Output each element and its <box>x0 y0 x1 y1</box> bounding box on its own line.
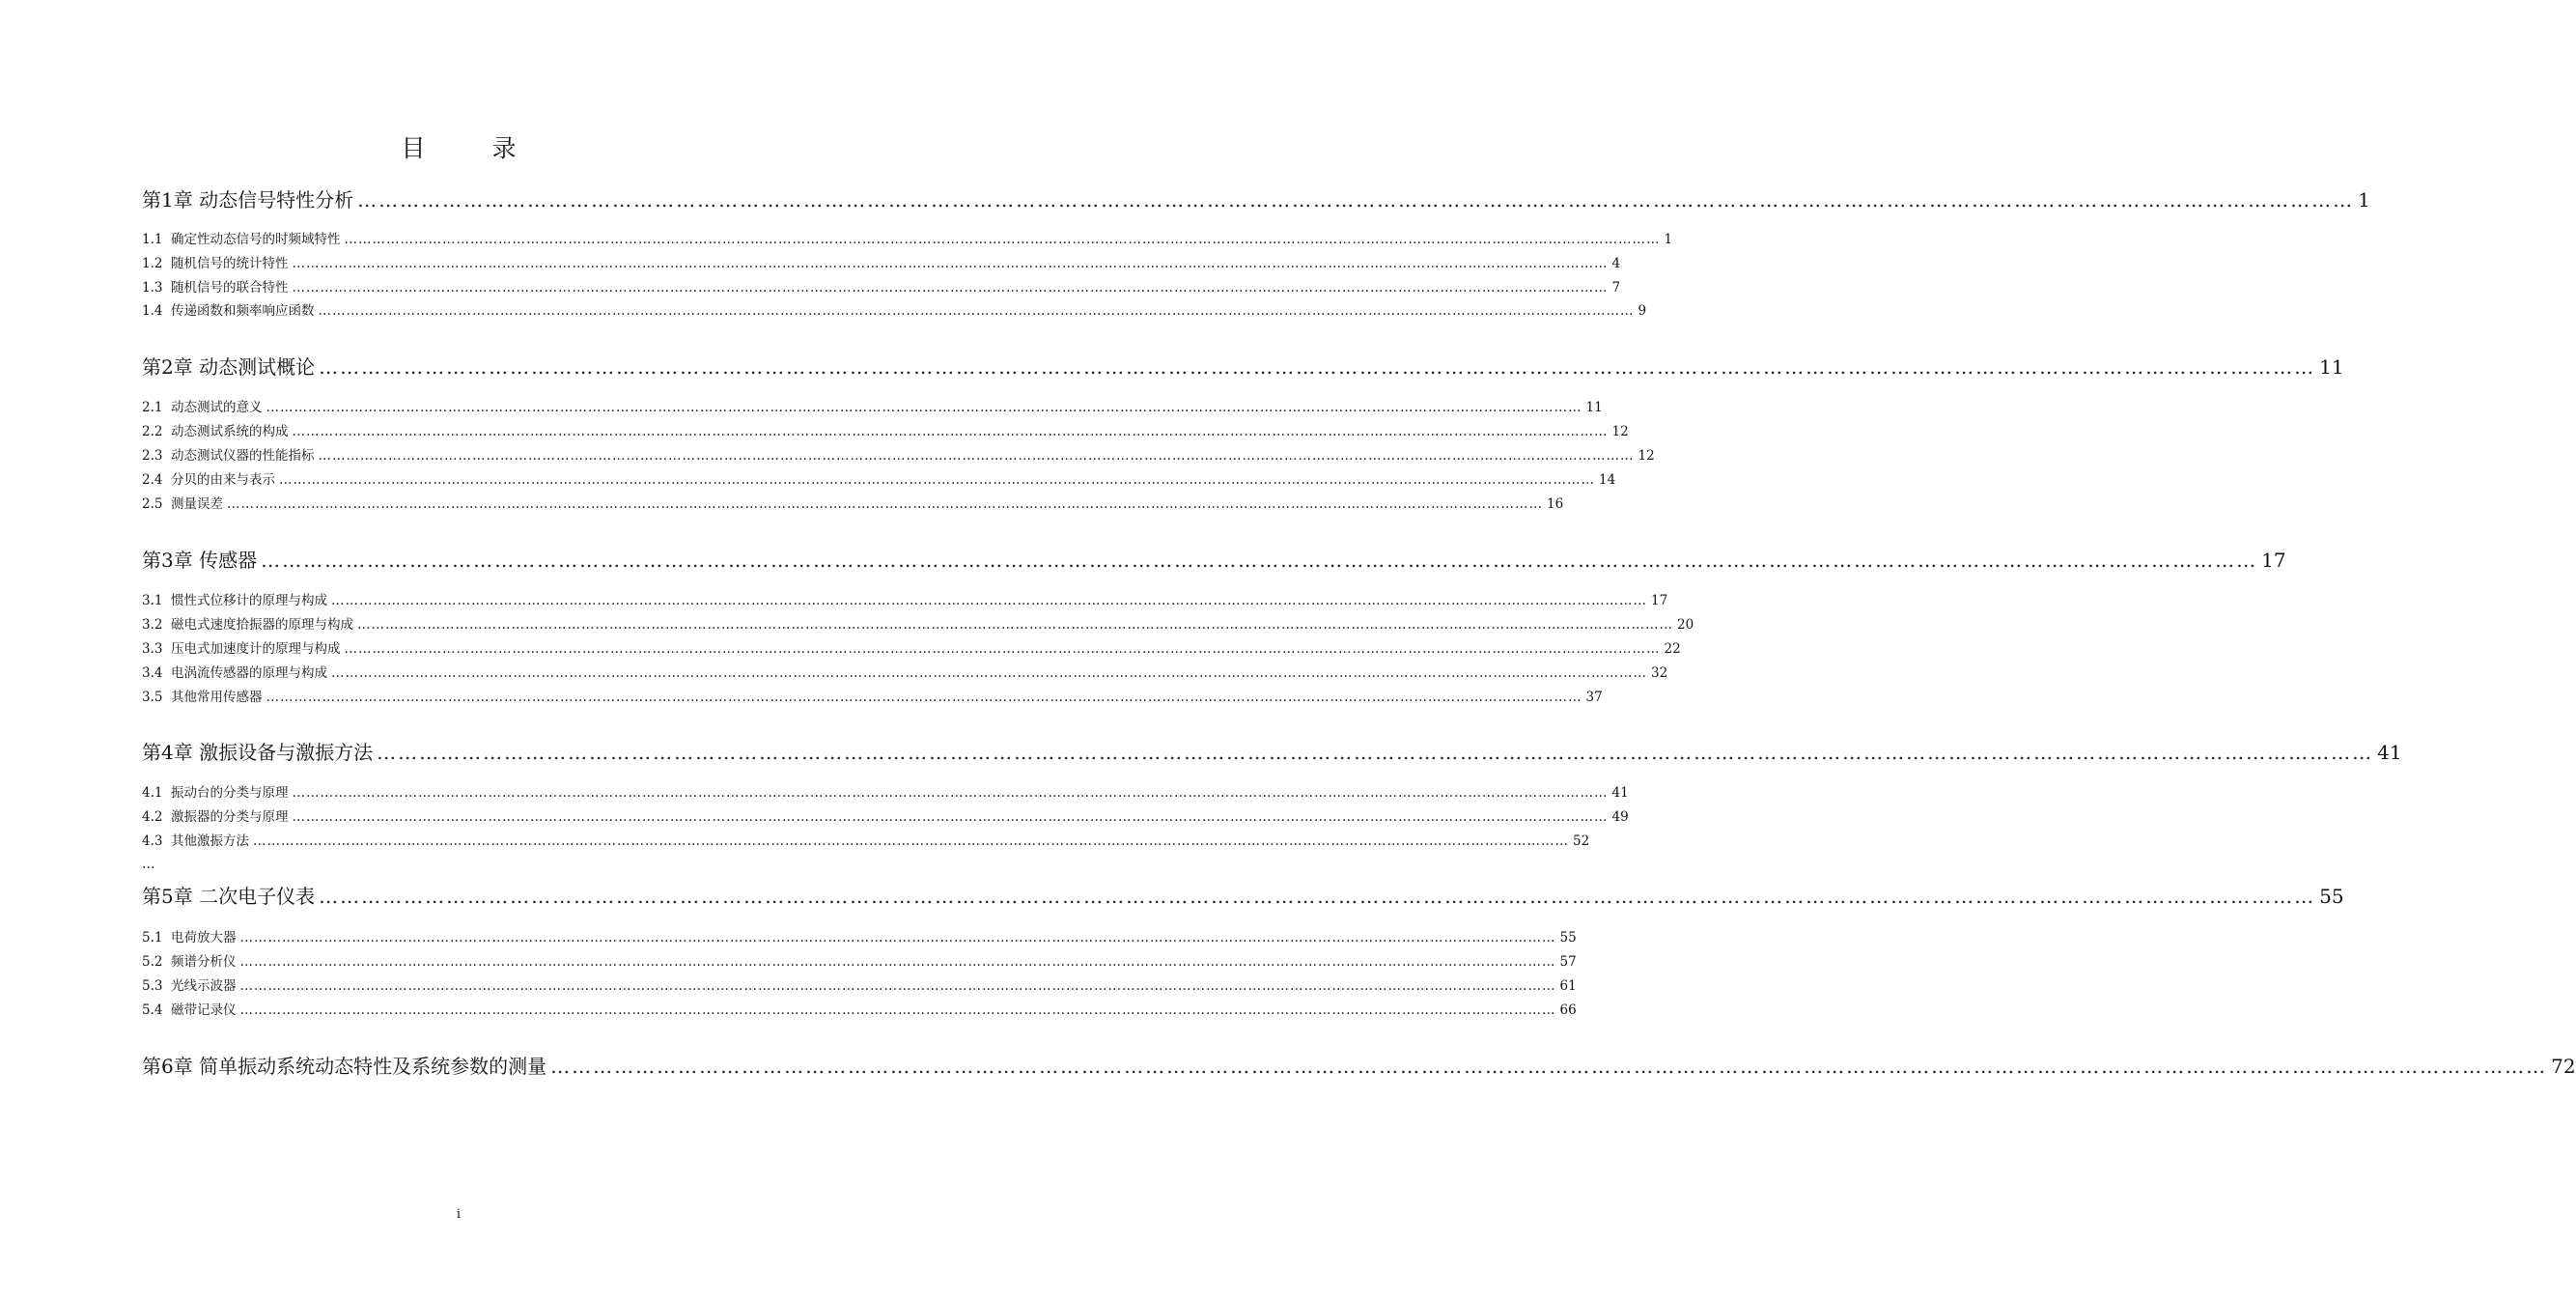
toc-chapter-4[interactable] <box>142 738 2402 767</box>
dot-leader: ………………………………………………………………………………………………………………………………………………………………………………………………………………………………………………………… <box>344 232 1661 247</box>
dot-leader: ………………………………………………………………………………………………………………………………………………………………………………………………………………………………………………………… <box>239 954 1556 970</box>
section-page: 17 <box>1651 593 1668 608</box>
section-title: 频谱分析仪 <box>171 954 237 970</box>
section-number: 5.4 <box>142 1002 163 1018</box>
continuation-ellipsis: … <box>142 857 155 872</box>
dot-leader: ………………………………………………………………………………………………………………………………………………………………………………………………………………………………………………………… <box>261 549 2258 572</box>
dot-leader: ………………………………………………………………………………………………………………………………………………………………………………………………………………………………………………………… <box>318 303 1635 319</box>
section-title: 其他常用传感器 <box>171 690 263 705</box>
toc-chapter-3[interactable] <box>142 546 2286 575</box>
toc-section-4-3[interactable] <box>142 832 1590 851</box>
section-page: 11 <box>1585 400 1603 415</box>
section-title: 其他激振方法 <box>171 833 249 849</box>
toc-section-3-5[interactable] <box>142 688 1603 707</box>
section-number: 3.1 <box>142 593 163 608</box>
dot-leader: ………………………………………………………………………………………………………………………………………………………………………………………………………………………………………………………… <box>357 617 1673 633</box>
toc-section-3-3[interactable] <box>142 639 1681 659</box>
section-number: 3.5 <box>142 690 163 705</box>
section-number: 5.3 <box>142 978 163 994</box>
section-page: 61 <box>1559 978 1577 994</box>
section-title: 压电式加速度计的原理与构成 <box>171 641 341 657</box>
dot-leader: ………………………………………………………………………………………………………………………………………………………………………………………………………………………………………………………… <box>227 496 1543 512</box>
section-title: 测量误差 <box>171 496 223 512</box>
page-title: 目 录 <box>401 134 538 162</box>
toc-section-1-1[interactable] <box>142 230 1673 249</box>
section-number: 1.4 <box>142 303 163 319</box>
section-page: 7 <box>1611 280 1621 296</box>
section-page: 37 <box>1585 690 1603 705</box>
dot-leader: ………………………………………………………………………………………………………………………………………………………………………………………………………………………………………………………… <box>319 355 2316 379</box>
toc-section-1-3[interactable] <box>142 278 1621 297</box>
section-number: 5.2 <box>142 954 163 970</box>
toc-chapter-2[interactable] <box>142 353 2344 381</box>
toc-section-1-2[interactable] <box>142 254 1621 273</box>
section-title: 光线示波器 <box>171 978 237 994</box>
dot-leader: ………………………………………………………………………………………………………………………………………………………………………………………………………………………………………………………… <box>239 978 1556 994</box>
section-number: 2.3 <box>142 448 163 464</box>
toc-section-5-4[interactable] <box>142 1001 1577 1020</box>
toc-section-3-1[interactable] <box>142 591 1668 610</box>
section-page: 9 <box>1638 303 1647 319</box>
dot-leader: ………………………………………………………………………………………………………………………………………………………………………………………………………………………………………………………… <box>550 1055 2548 1078</box>
section-page: 32 <box>1651 665 1668 681</box>
section-number: 2.2 <box>142 424 163 439</box>
section-page: 4 <box>1611 256 1621 271</box>
section-title: 动态测试仪器的性能指标 <box>171 448 315 464</box>
section-page: 20 <box>1677 617 1694 633</box>
section-page: 12 <box>1611 424 1629 439</box>
section-number: 1.3 <box>142 280 163 296</box>
dot-leader: ………………………………………………………………………………………………………………………………………………………………………………………………………………………………………………………… <box>292 785 1609 801</box>
dot-leader: ………………………………………………………………………………………………………………………………………………………………………………………………………………………………………………………… <box>377 741 2374 764</box>
section-title: 惯性式位移计的原理与构成 <box>171 593 327 608</box>
dot-leader: ………………………………………………………………………………………………………………………………………………………………………………………………………………………………………………………… <box>344 641 1661 657</box>
toc-section-2-5[interactable] <box>142 494 1564 514</box>
toc-section-4-1[interactable] <box>142 783 1629 803</box>
dot-leader: ………………………………………………………………………………………………………………………………………………………………………………………………………………………………………………………… <box>266 690 1582 705</box>
section-number: 5.1 <box>142 930 163 945</box>
section-number: 1.1 <box>142 232 163 247</box>
toc-section-2-4[interactable] <box>142 470 1616 490</box>
section-title: 传递函数和频率响应函数 <box>171 303 315 319</box>
section-number: 4.1 <box>142 785 163 801</box>
chapter-title: 第5章 二次电子仪表 <box>142 885 316 908</box>
page-number: i <box>456 1207 462 1222</box>
dot-leader: ………………………………………………………………………………………………………………………………………………………………………………………………………………………………………………………… <box>279 472 1595 488</box>
dot-leader: ………………………………………………………………………………………………………………………………………………………………………………………………………………………………………………………… <box>266 400 1582 415</box>
dot-leader: ………………………………………………………………………………………………………………………………………………………………………………………………………………………………………………………… <box>292 809 1609 825</box>
dot-leader: ………………………………………………………………………………………………………………………………………………………………………………………………………………………………………………………… <box>239 1002 1556 1018</box>
section-page: 12 <box>1638 448 1655 464</box>
section-title: 随机信号的统计特性 <box>171 256 289 271</box>
toc-section-2-3[interactable] <box>142 446 1655 466</box>
section-number: 4.3 <box>142 833 163 849</box>
section-title: 确定性动态信号的时频域特性 <box>171 232 341 247</box>
section-number: 4.2 <box>142 809 163 825</box>
toc-section-1-4[interactable] <box>142 301 1647 321</box>
dot-leader: ………………………………………………………………………………………………………………………………………………………………………………………………………………………………………………………… <box>357 188 2355 212</box>
chapter-title: 第1章 动态信号特性分析 <box>142 188 354 212</box>
section-page: 66 <box>1559 1002 1577 1018</box>
section-number: 1.2 <box>142 256 163 271</box>
toc-section-3-4[interactable] <box>142 663 1668 683</box>
toc-chapter-5[interactable] <box>142 882 2344 911</box>
section-page: 1 <box>1664 232 1673 247</box>
section-page: 55 <box>1559 930 1577 945</box>
dot-leader: ………………………………………………………………………………………………………………………………………………………………………………………………………………………………………………………… <box>292 280 1609 296</box>
section-page: 57 <box>1559 954 1577 970</box>
section-number: 2.1 <box>142 400 163 415</box>
dot-leader: ………………………………………………………………………………………………………………………………………………………………………………………………………………………………………………………… <box>239 930 1556 945</box>
chapter-title: 第2章 动态测试概论 <box>142 355 316 379</box>
section-number: 2.5 <box>142 496 163 512</box>
chapter-page: 1 <box>2358 188 2370 212</box>
section-number: 3.2 <box>142 617 163 633</box>
dot-leader: ………………………………………………………………………………………………………………………………………………………………………………………………………………………………………………………… <box>292 256 1609 271</box>
section-title: 振动台的分类与原理 <box>171 785 289 801</box>
section-number: 3.4 <box>142 665 163 681</box>
section-title: 激振器的分类与原理 <box>171 809 289 825</box>
section-title: 电涡流传感器的原理与构成 <box>171 665 327 681</box>
dot-leader: ………………………………………………………………………………………………………………………………………………………………………………………………………………………………………………………… <box>318 448 1635 464</box>
section-page: 22 <box>1664 641 1681 657</box>
dot-leader: ………………………………………………………………………………………………………………………………………………………………………………………………………………………………………………………… <box>253 833 1569 849</box>
toc-section-2-2[interactable] <box>142 422 1629 441</box>
toc-section-2-1[interactable] <box>142 398 1603 417</box>
section-number: 2.4 <box>142 472 163 488</box>
section-number: 3.3 <box>142 641 163 657</box>
section-page: 52 <box>1573 833 1590 849</box>
section-page: 16 <box>1547 496 1564 512</box>
section-title: 随机信号的联合特性 <box>171 280 289 296</box>
toc-section-5-2[interactable] <box>142 952 1577 972</box>
toc-section-5-1[interactable] <box>142 928 1577 947</box>
dot-leader: ………………………………………………………………………………………………………………………………………………………………………………………………………………………………………………………… <box>292 424 1609 439</box>
toc-chapter-6[interactable] <box>142 1052 2576 1081</box>
chapter-page: 55 <box>2319 885 2344 908</box>
section-page: 49 <box>1611 809 1629 825</box>
toc-section-5-3[interactable] <box>142 976 1577 996</box>
chapter-page: 72 <box>2551 1055 2576 1078</box>
chapter-title: 第3章 传感器 <box>142 549 258 572</box>
chapter-title: 第6章 简单振动系统动态特性及系统参数的测量 <box>142 1055 547 1078</box>
dot-leader: ………………………………………………………………………………………………………………………………………………………………………………………………………………………………………………………… <box>331 665 1647 681</box>
toc-chapter-1[interactable] <box>142 185 2370 214</box>
section-title: 动态测试的意义 <box>171 400 263 415</box>
chapter-page: 11 <box>2319 355 2344 379</box>
dot-leader: ………………………………………………………………………………………………………………………………………………………………………………………………………………………………………………………… <box>319 885 2316 908</box>
section-title: 磁带记录仪 <box>171 1002 237 1018</box>
chapter-page: 17 <box>2261 549 2286 572</box>
section-page: 41 <box>1611 785 1629 801</box>
section-title: 电荷放大器 <box>171 930 237 945</box>
chapter-title: 第4章 激振设备与激振方法 <box>142 741 374 764</box>
toc-section-3-2[interactable] <box>142 615 1694 635</box>
dot-leader: ………………………………………………………………………………………………………………………………………………………………………………………………………………………………………………………… <box>331 593 1647 608</box>
section-title: 分贝的由来与表示 <box>171 472 275 488</box>
chapter-page: 41 <box>2377 741 2402 764</box>
section-page: 14 <box>1599 472 1616 488</box>
section-title: 动态测试系统的构成 <box>171 424 289 439</box>
toc-section-4-2[interactable] <box>142 807 1629 827</box>
section-title: 磁电式速度拾振器的原理与构成 <box>171 617 353 633</box>
